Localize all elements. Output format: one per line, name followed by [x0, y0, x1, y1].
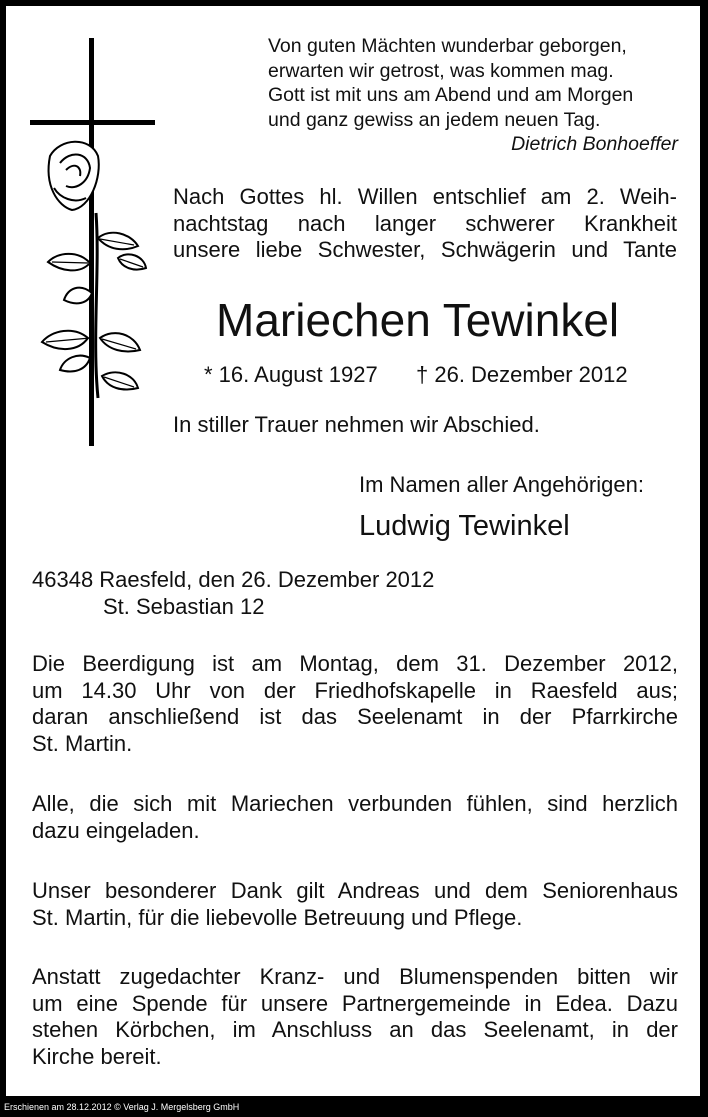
- intro-line: nachtstag nach langer schwerer Krankheit: [173, 210, 677, 236]
- bonhoeffer-quote: [268, 34, 678, 157]
- funeral-paragraph: [32, 651, 678, 757]
- death-date: † 26. Dezember 2012: [416, 362, 628, 387]
- paragraph-line: Alle, die sich mit Mariechen verbunden fühlen, sind herzlich: [32, 791, 678, 816]
- street-line: St. Sebastian 12: [103, 594, 265, 619]
- quote-line: Gott ist mit uns am Abend und am Morgen: [268, 84, 634, 106]
- quote-line: Von guten Mächten wunderbar geborgen,: [268, 35, 627, 57]
- paragraph-line: St. Martin.: [32, 730, 133, 756]
- paragraph-line: daran anschließend ist das Seelenamt in der Pfarrkirche: [32, 704, 678, 729]
- intro-line: Nach Gottes hl. Willen entschlief am 2. Weih-: [173, 184, 677, 209]
- signature-intro: Im Namen aller Angehörigen:: [359, 472, 644, 497]
- publisher-footer: Erschienen am 28.12.2012 © Verlag J. Mergelsberg GmbH: [4, 1102, 240, 1112]
- signer-name: Ludwig Tewinkel: [359, 510, 570, 542]
- paragraph-line: Unser besonderer Dank gilt Andreas und dem Seniorenhaus: [32, 878, 678, 903]
- intro-text: [173, 184, 677, 264]
- deceased-name: Mariechen Tewinkel: [216, 294, 620, 346]
- quote-line: und ganz gewiss an jedem neuen Tag.: [268, 108, 601, 131]
- quote-author: Dietrich Bonhoeffer: [511, 133, 678, 155]
- obituary-card: [6, 6, 700, 1096]
- quote-line: erwarten wir getrost, was kommen mag.: [268, 59, 614, 82]
- paragraph-line: Die Beerdigung ist am Montag, dem 31. Dezember 2012,: [32, 651, 678, 676]
- paragraph-line: um eine Spende für unsere Partnergemeinde in Edea. Dazu: [32, 990, 678, 1016]
- thanks-paragraph: [32, 878, 678, 931]
- invitation-paragraph: [32, 791, 678, 844]
- paragraph-line: dazu eingeladen.: [32, 817, 200, 843]
- farewell-text: In stiller Trauer nehmen wir Abschied.: [173, 412, 540, 437]
- paragraph-line: St. Martin, für die liebevolle Betreuung und Pflege.: [32, 904, 523, 930]
- cross-with-rose-icon: [30, 38, 160, 448]
- address-line: 46348 Raesfeld, den 26. Dezember 2012: [32, 567, 435, 592]
- paragraph-line: um 14.30 Uhr von der Friedhofskapelle in Raesfeld aus;: [32, 677, 678, 703]
- paragraph-line: Kirche bereit.: [32, 1043, 162, 1069]
- intro-line: unsere liebe Schwester, Schwägerin und Tante: [173, 237, 677, 262]
- birth-date: * 16. August 1927: [204, 362, 378, 387]
- paragraph-line: stehen Körbchen, im Anschluss an das Seelenamt, in der: [32, 1017, 678, 1042]
- donation-paragraph: [32, 964, 678, 1070]
- paragraph-line: Anstatt zugedachter Kranz- und Blumenspenden bitten wir: [32, 964, 678, 989]
